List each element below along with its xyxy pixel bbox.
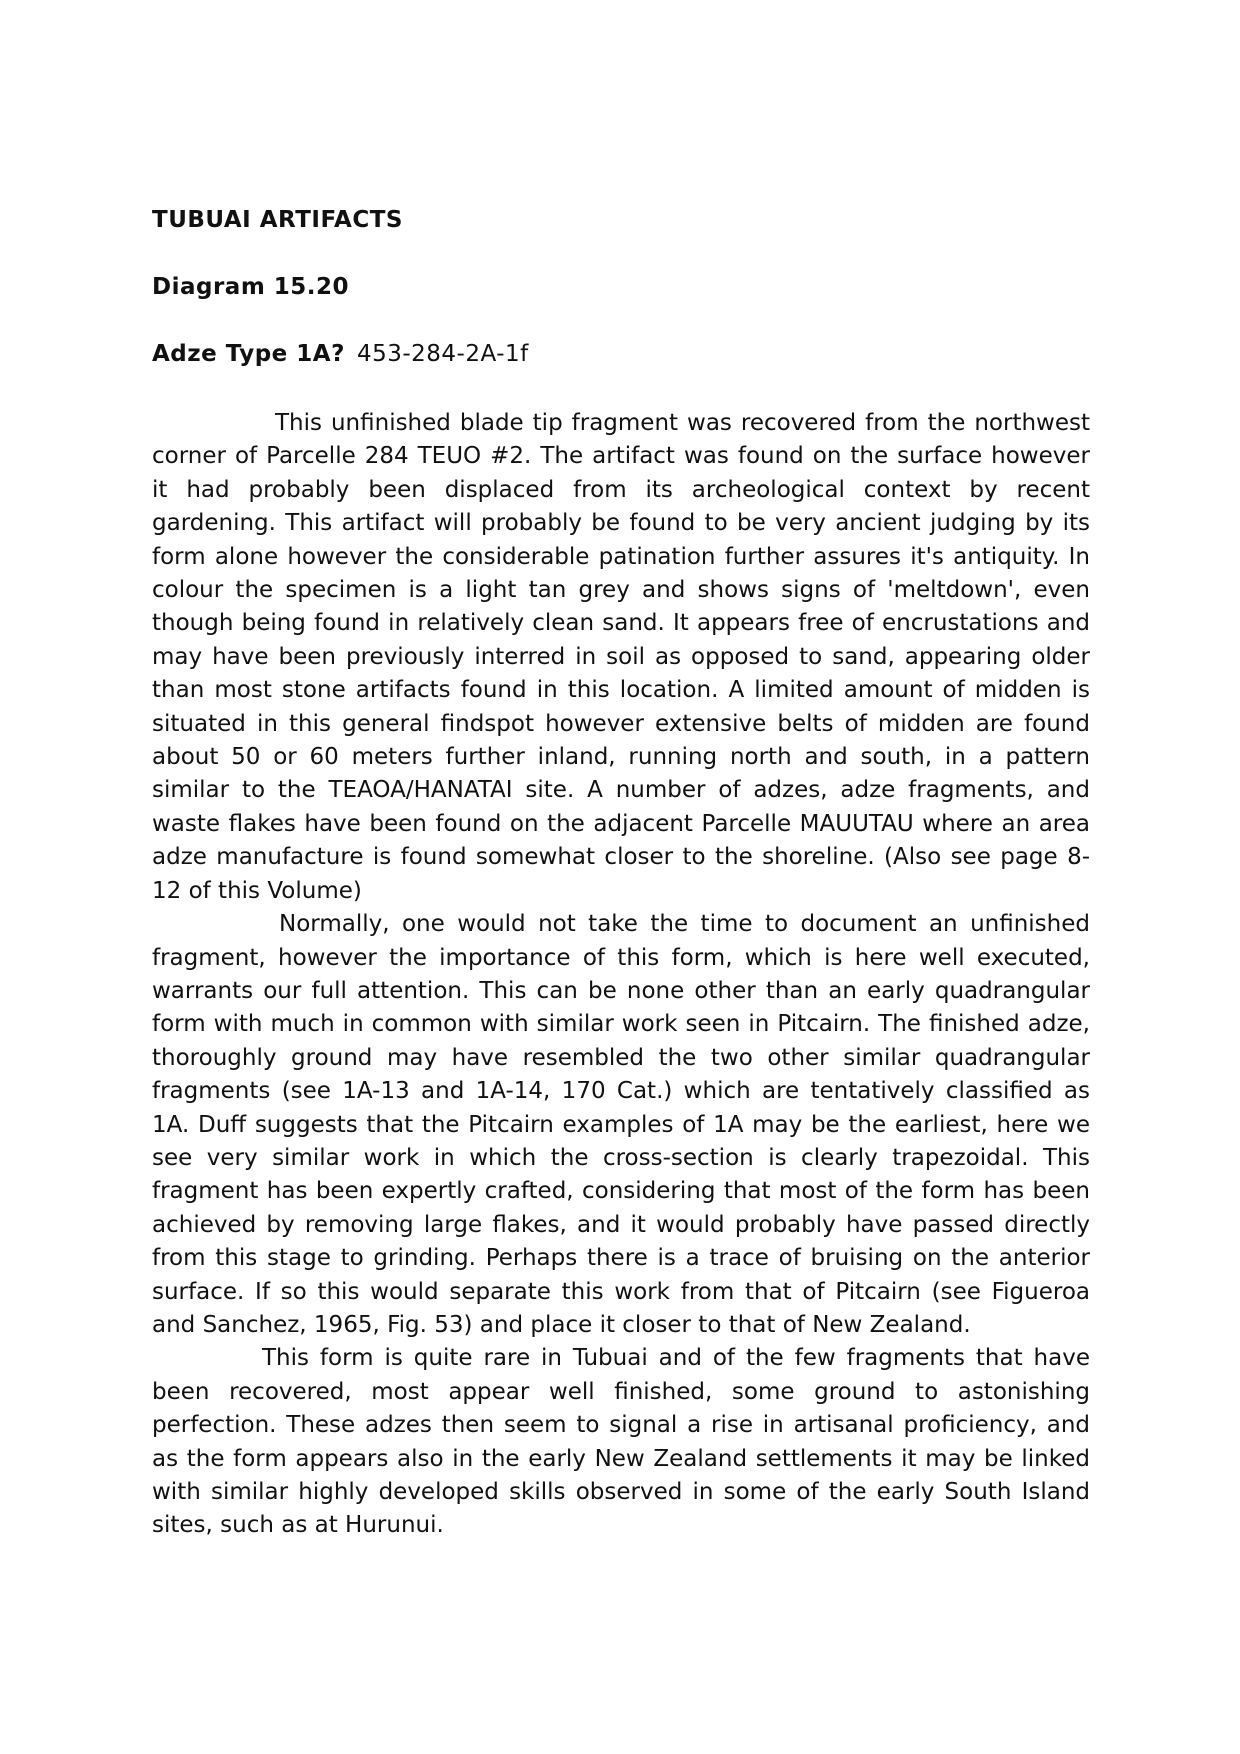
- catalog-code: 453-284-2A-1f: [356, 341, 529, 367]
- document-body: [152, 407, 1090, 1543]
- document-title: TUBUAI ARTIFACTS: [152, 207, 403, 233]
- paragraph: This form is quite rare in Tubuai and of the few fragments that have been recovered, most appear well finished, some ground to astonishing perfection. These adzes then seem to signal a rise in artisanal proficiency, and as the form appears also in the early New Zealand settlements it may be linked with similar highly developed skills observed in some of the early South Island sites, such as at Hurunui.: [152, 1345, 1090, 1539]
- paragraph: This unfinished blade tip fragment was recovered from the northwest corner of Parcelle 284 TEUO #2. The artifact was found on the surface however it had probably been displaced from its archeological context by recent gardening. This artifact will probably be found to be very ancient judging by its form alone however the considerable patination further assures it's antiquity. In colour the specimen is a light tan grey and shows signs of 'meltdown', even though being found in relatively clean sand. It appears free of encrustations and may have been previously interred in soil as opposed to sand, appearing older than most stone artifacts found in this location. A limited amount of midden is situated in this general findspot however extensive belts of midden are found about 50 or 60 meters further inland, running north and south, in a pattern similar to the TEAOA/HANATAI site. A number of adzes, adze fragments, and waste flakes have been found on the adjacent Parcelle MAUUTAU where an area adze manufacture is found somewhat closer to the shoreline. (Also see page 8-12 of this Volume): [152, 410, 1090, 904]
- adze-type-label: Adze Type 1A?: [152, 341, 345, 367]
- diagram-heading: Diagram 15.20: [152, 274, 350, 300]
- adze-type-heading: [152, 341, 529, 367]
- paragraph: Normally, one would not take the time to document an unfinished fragment, however the importance of this form, which is here well executed, warrants our full attention. This can be none other than an early quadrangular form with much in common with similar work seen in Pitcairn. The finished adze, thoroughly ground may have resembled the two other similar quadrangular fragments (see 1A-13 and 1A-14, 170 Cat.) which are tentatively classified as 1A. Duff suggests that the Pitcairn examples of 1A may be the earliest, here we see very similar work in which the cross-section is clearly trapezoidal. This fragment has been expertly crafted, considering that most of the form has been achieved by removing large flakes, and it would probably have passed directly from this stage to grinding. Perhaps there is a trace of bruising on the anterior surface. If so this would separate this work from that of Pitcairn (see Figueroa and Sanchez, 1965, Fig. 53) and place it closer to that of New Zealand.: [152, 911, 1090, 1338]
